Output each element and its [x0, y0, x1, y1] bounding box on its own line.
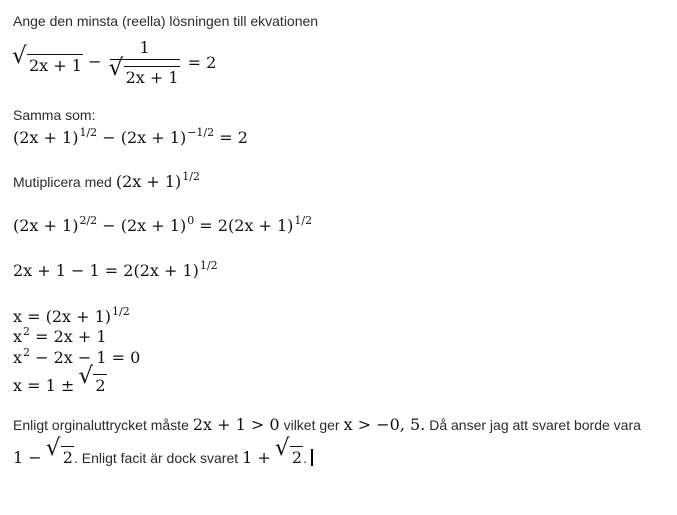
inequality: 2x + 1 > 0	[192, 415, 280, 434]
exponent: −1/2	[187, 126, 215, 139]
equation-rhs: = 2	[214, 128, 248, 147]
same-as-label: Samma som:	[13, 107, 96, 123]
same-as-equation	[13, 128, 248, 147]
term-base: (2x + 1)	[13, 128, 79, 147]
solve-line-4	[13, 363, 107, 395]
term-base: x	[13, 348, 23, 367]
equation-rhs: = 2x + 1	[30, 327, 107, 346]
fraction	[110, 38, 180, 87]
term-base: x	[13, 327, 23, 346]
multiply-label: Mutiplicera med	[13, 174, 112, 190]
exponent: 2	[23, 325, 31, 338]
sqrt-term: √ 2x + 1	[12, 42, 82, 75]
exponent: 1/2	[182, 170, 200, 183]
equation-lhs: x = 1 ±	[13, 376, 80, 395]
radicand: 2x + 1	[29, 55, 82, 75]
minus-sign: −	[88, 52, 102, 71]
equation-text: x = (2x + 1)	[13, 307, 112, 326]
exponent: 1/2	[294, 214, 313, 227]
conclusion-text: . Enligt facit är dock svaret	[73, 450, 239, 466]
exponent: 1/2	[79, 126, 98, 139]
sqrt-term: √ 2	[274, 435, 303, 467]
conclusion-line-1	[13, 415, 641, 435]
solve-line-3	[13, 348, 140, 367]
fraction-numerator: 1	[110, 38, 180, 60]
exponent: 2/2	[79, 214, 98, 227]
inequality: x > −0, 5.	[343, 415, 426, 434]
radicand: 2	[95, 376, 106, 395]
conclusion-text: Då anser jag att svaret borde vara	[429, 417, 641, 433]
answer-expected	[13, 435, 74, 467]
period: .	[303, 450, 307, 466]
solve-line-1	[13, 307, 130, 326]
radicand: 2	[62, 448, 73, 467]
answer-prefix: 1 +	[242, 448, 276, 467]
term-middle: − (2x + 1)	[97, 128, 187, 147]
question-prompt: Ange den minsta (reella) lösningen till ekvationen	[13, 13, 319, 29]
expanded-equation	[13, 216, 312, 235]
simplified-equation	[13, 261, 218, 280]
sqrt-term: √ 2	[45, 435, 73, 467]
exponent: 1/2	[112, 305, 130, 318]
conclusion-text: vilket ger	[283, 417, 340, 433]
equation-rhs: = 2(2x + 1)	[194, 216, 294, 235]
conclusion-line-2	[13, 435, 313, 468]
equation-rhs: = 2	[187, 53, 217, 72]
denominator-radicand: 2x + 1	[125, 68, 179, 87]
radicand: 2	[291, 448, 303, 467]
question-equation	[13, 38, 216, 87]
answer-prefix: 1 −	[13, 448, 47, 467]
exponent: 2	[23, 346, 31, 359]
term-middle: − (2x + 1)	[97, 216, 187, 235]
sqrt-denominator: √ 2x + 1	[108, 55, 179, 87]
solve-line-2	[13, 327, 107, 346]
equation-rhs: − 2x − 1 = 0	[30, 348, 141, 367]
exponent: 0	[187, 214, 195, 227]
multiply-step	[13, 172, 200, 192]
text-cursor	[311, 449, 313, 466]
term-base: (2x + 1)	[115, 172, 182, 191]
exponent: 1/2	[199, 259, 218, 272]
equation-lhs: 2x + 1 − 1 = 2(2x + 1)	[13, 261, 199, 280]
term-base: (2x + 1)	[13, 216, 79, 235]
answer-facit	[242, 435, 303, 467]
conclusion-text: Enligt orginaluttrycket måste	[13, 417, 189, 433]
sqrt-term: √ 2	[78, 363, 106, 395]
